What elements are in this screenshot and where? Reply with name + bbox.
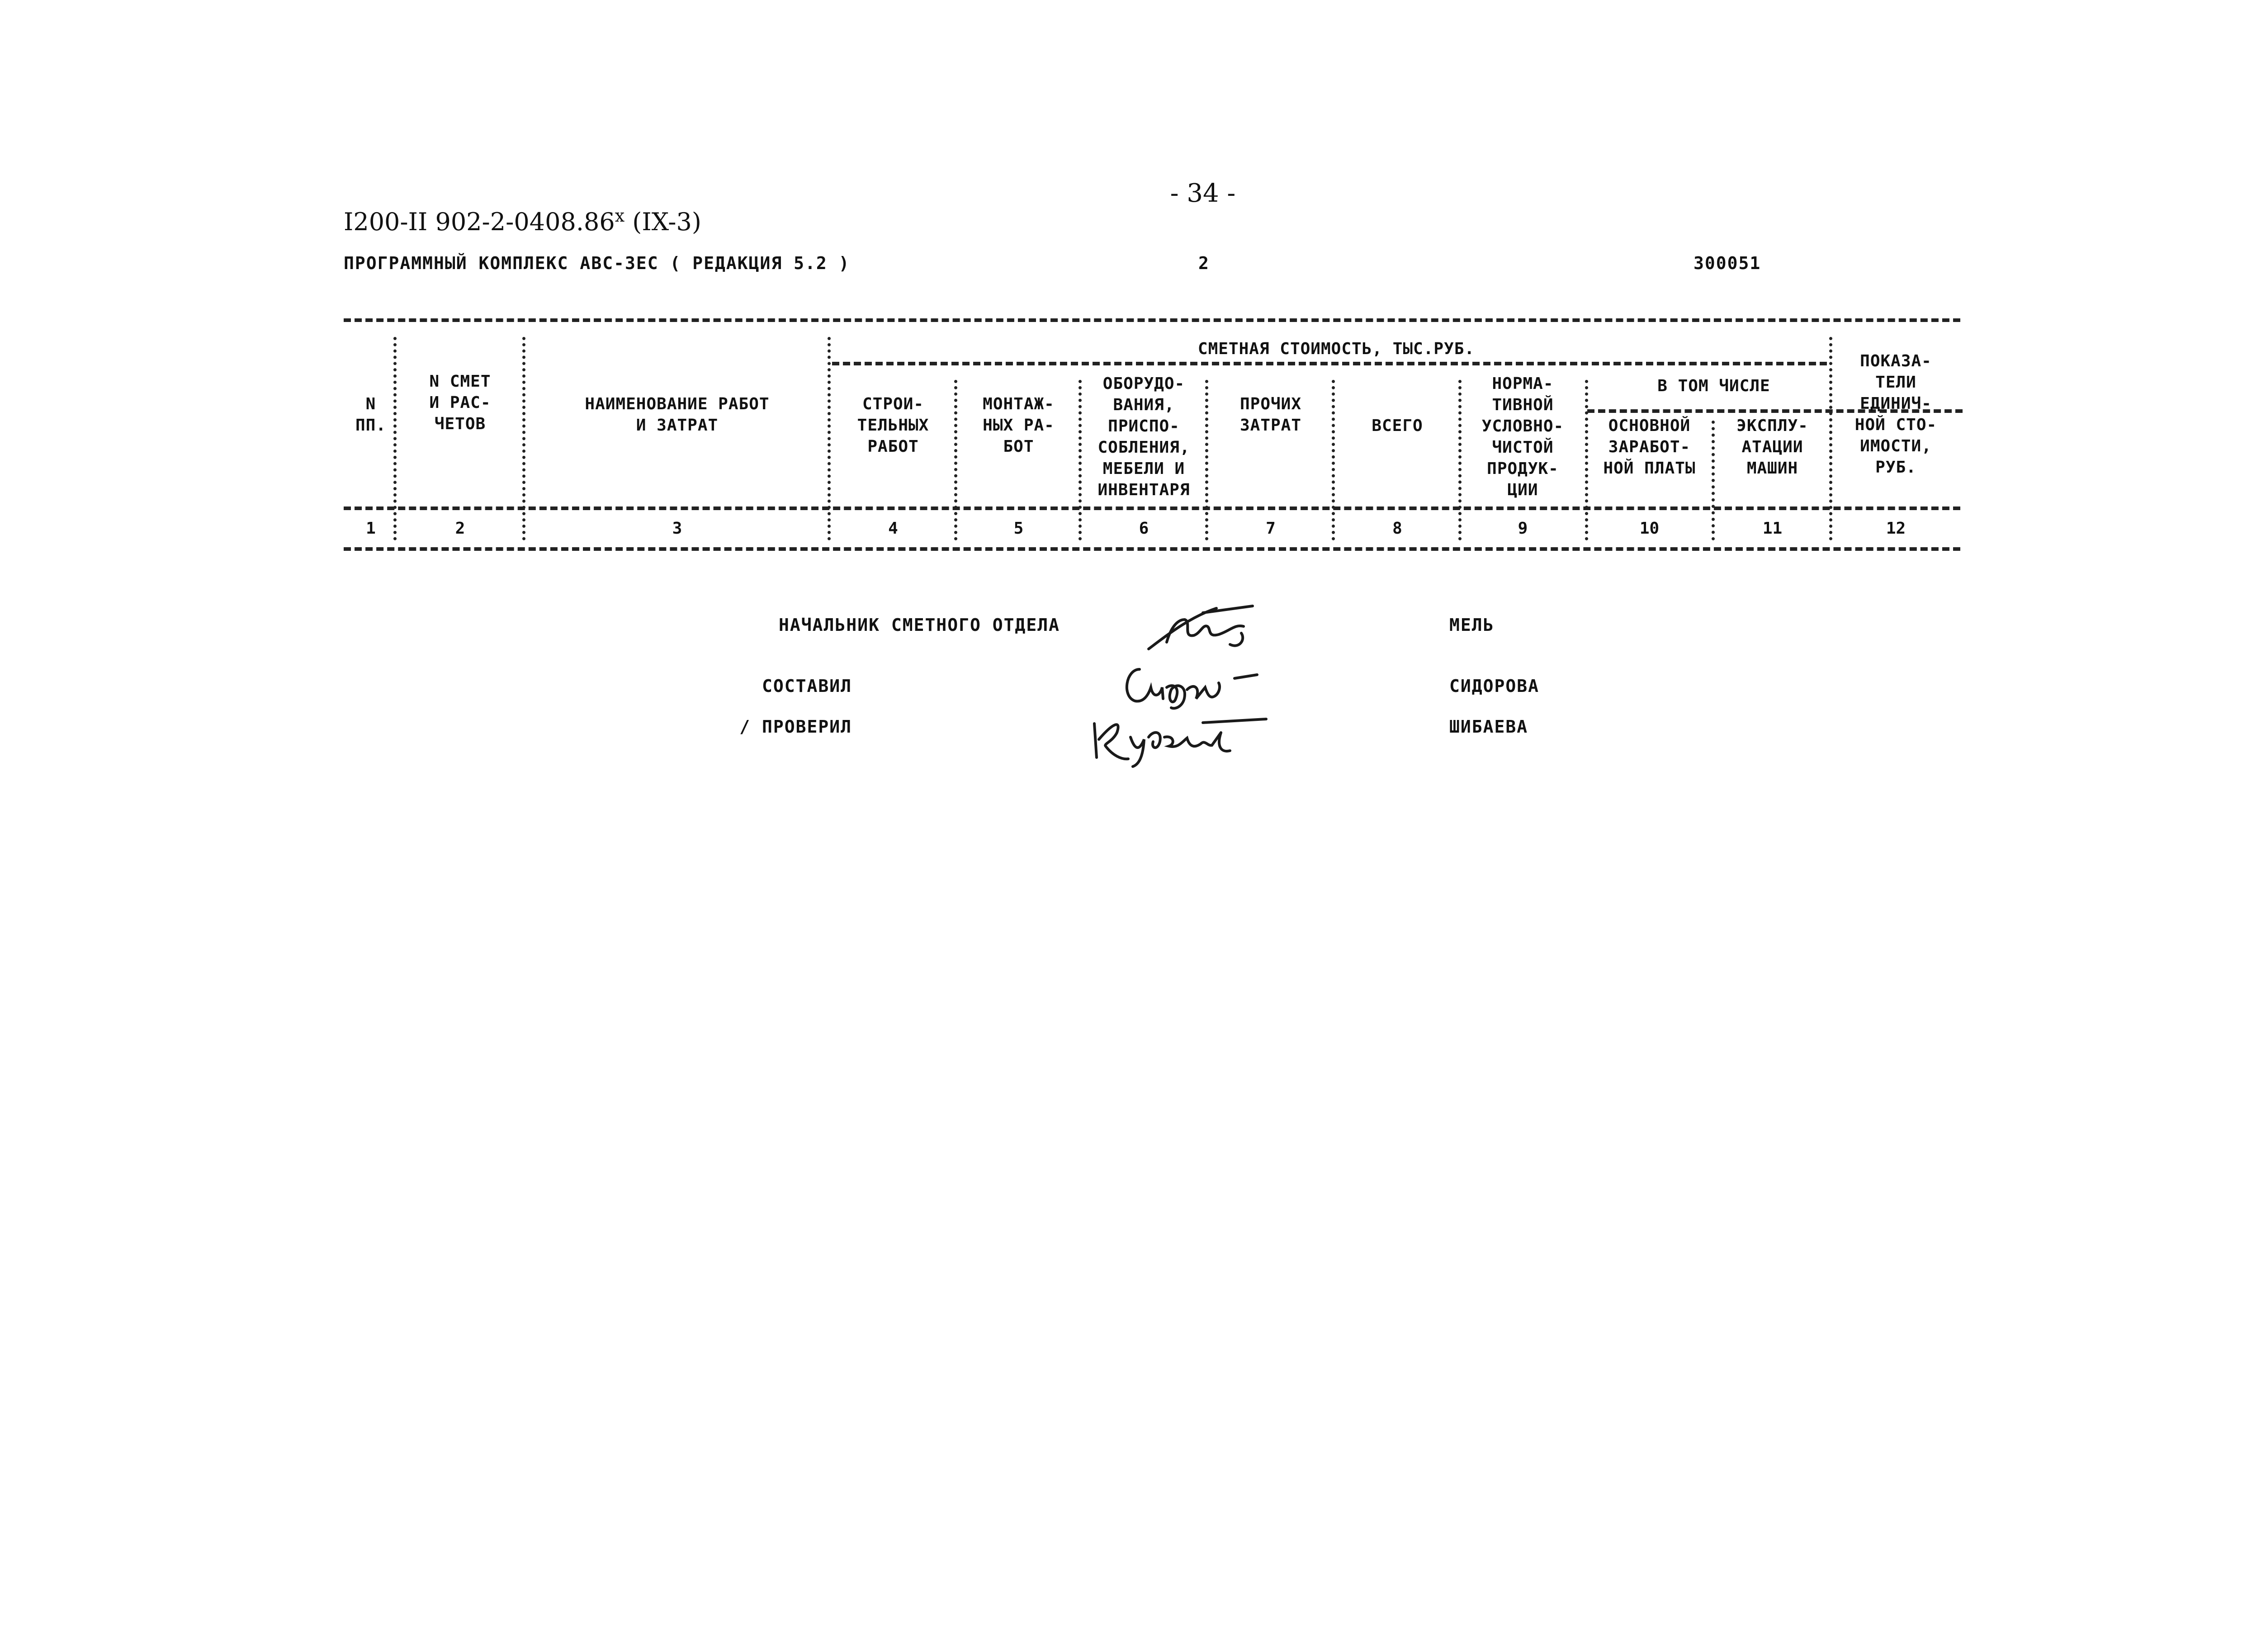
- col-label-9: НОРМА- ТИВНОЙ УСЛОВНО- ЧИСТОЙ ПРОДУК- ЦИИ: [1481, 374, 1564, 499]
- signatory-name-head: МЕЛЬ: [1449, 615, 1495, 635]
- subgroup-header-including: В ТОМ ЧИСЛЕ: [1657, 377, 1770, 395]
- column-divider: [1712, 421, 1715, 540]
- col-label-7: ПРОЧИХ ЗАТРАТ: [1239, 395, 1302, 435]
- page-number: - 34 -: [1170, 179, 1236, 208]
- col-label-11: ЭКСПЛУ- АТАЦИИ МАШИН: [1736, 417, 1808, 478]
- column-divider: [522, 337, 525, 540]
- col-label-5: МОНТАЖ- НЫХ РА- БОТ: [983, 395, 1055, 456]
- column-divider: [1079, 380, 1082, 540]
- col-number-5: 5: [1013, 519, 1024, 538]
- document-code-superscript: x: [615, 206, 625, 226]
- col-number-2: 2: [455, 519, 465, 538]
- col-number-12: 12: [1886, 519, 1906, 538]
- header-bottom-rule: [344, 506, 1960, 510]
- column-divider: [954, 380, 957, 540]
- document-number: 300051: [1694, 253, 1761, 273]
- col-label-10: ОСНОВНОЙ ЗАРАБОТ- НОЙ ПЛАТЫ: [1603, 417, 1696, 478]
- col-number-1: 1: [366, 519, 376, 538]
- column-divider: [828, 337, 831, 540]
- program-name: ПРОГРАММНЫЙ КОМПЛЕКС АВС-3ЕС ( РЕДАКЦИЯ 5.2 ): [344, 253, 850, 273]
- signatory-role-head: НАЧАЛЬНИК СМЕТНОГО ОТДЕЛА: [779, 615, 1060, 635]
- handwritten-signature-head: [1140, 599, 1266, 658]
- sheet-number: 2: [1198, 253, 1210, 273]
- col-label-3: НАИМЕНОВАНИЕ РАБОТ И ЗАТРАТ: [585, 395, 770, 435]
- col-label-2: N СМЕТ И РАС- ЧЕТОВ: [429, 372, 491, 433]
- col-label-6: ОБОРУДО- ВАНИЯ, ПРИСПО- СОБЛЕНИЯ, МЕБЕЛИ И ИНВЕНТАРЯ: [1097, 374, 1190, 499]
- signatory-role-compiled: СОСТАВИЛ: [762, 676, 852, 696]
- group-header-estimate-cost: СМЕТНАЯ СТОИМОСТЬ, ТЫС.РУБ.: [1197, 340, 1475, 358]
- col-number-3: 3: [672, 519, 682, 538]
- col-label-8: ВСЕГО: [1372, 417, 1423, 435]
- col-label-4: СТРОИ- ТЕЛЬНЫХ РАБОТ: [857, 395, 929, 456]
- signatory-name-compiled: СИДОРОВА: [1449, 676, 1540, 696]
- group-header-rule: [832, 362, 1827, 365]
- column-divider: [393, 337, 397, 540]
- signatory-name-checked: ШИБАЕВА: [1449, 717, 1528, 737]
- document-code-main: I200-II 902-2-0408.86: [344, 208, 615, 236]
- col-number-6: 6: [1139, 519, 1149, 538]
- document-code: [344, 206, 701, 236]
- col-number-4: 4: [888, 519, 898, 538]
- table-bottom-rule: [344, 547, 1960, 551]
- column-divider: [1332, 380, 1335, 540]
- col-number-9: 9: [1518, 519, 1528, 538]
- col-label-1: N ПП.: [355, 395, 387, 435]
- table-top-rule: [344, 318, 1960, 322]
- document-code-suffix: (IX-3): [624, 208, 701, 236]
- col-label-12: ПОКАЗА- ТЕЛИ ЕДИНИЧ- НОЙ СТО- ИМОСТИ, РУБ.: [1854, 352, 1937, 477]
- col-number-10: 10: [1639, 519, 1660, 538]
- col-number-8: 8: [1392, 519, 1402, 538]
- col-number-7: 7: [1266, 519, 1276, 538]
- signatory-role-checked: / ПРОВЕРИЛ: [739, 717, 852, 737]
- col-number-11: 11: [1762, 519, 1783, 538]
- handwritten-signature-checked: [1085, 705, 1275, 769]
